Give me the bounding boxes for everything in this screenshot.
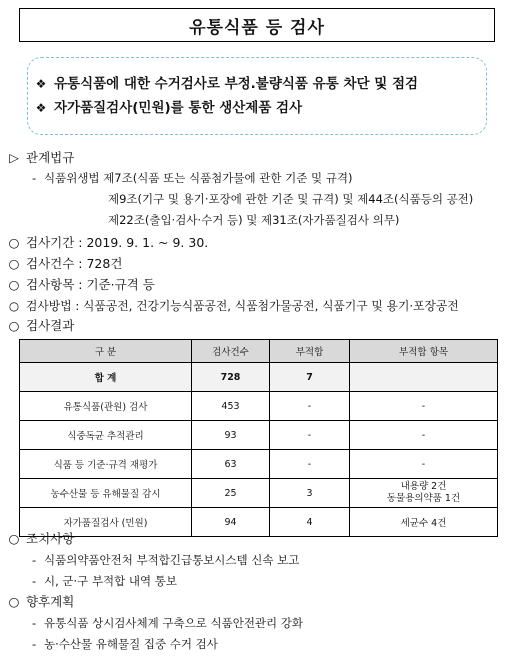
header-fail-items: 부적합 항목 (350, 340, 498, 363)
header-count: 검사건수 (192, 340, 270, 363)
cell-fail-items (350, 479, 498, 508)
cell-count: 93 (192, 421, 270, 450)
diamond-bullet-icon: ❖ (35, 77, 47, 91)
summary-line-1 (34, 72, 486, 96)
results-heading: ○ 검사결과 (8, 318, 75, 333)
legal-basis-heading: ▷ 관계법규 (9, 150, 75, 165)
table-row (20, 508, 498, 537)
circle-bullet-icon: ○ (8, 256, 20, 271)
plans-heading: ○ 향후계획 (8, 594, 75, 609)
period-line: ○ 검사기간 : 2019. 9. 1. ~ 9. 30. (8, 235, 209, 250)
fail-item-1: 내용량 2건 (400, 481, 447, 492)
measures-heading: ○ 조치사항 (8, 531, 75, 546)
legal-basis-line-3: 제22조(출입·검사·수거 등) 및 제31조(자가품질검사 의무) (108, 213, 400, 227)
summary-text-1: 유통식품에 대한 수거검사로 부정.불량식품 유통 차단 및 점검 (54, 76, 419, 92)
table-row (20, 479, 498, 508)
circle-bullet-icon: ○ (8, 531, 20, 546)
circle-bullet-icon: ○ (8, 299, 20, 313)
circle-bullet-icon: ○ (8, 594, 20, 609)
results-table (19, 339, 498, 537)
cell-fail: - (270, 450, 350, 479)
legal-basis-line-1: - 식품위생법 제7조(식품 또는 식품첨가물에 관한 기준 및 규격) (32, 171, 353, 185)
items-line: ○ 검사항목 : 기준·규격 등 (8, 277, 155, 292)
diamond-bullet-icon: ❖ (35, 101, 47, 115)
table-row (20, 363, 498, 392)
cell-count: 63 (192, 450, 270, 479)
count-line: ○ 검사건수 : 728건 (8, 256, 123, 271)
circle-bullet-icon: ○ (8, 277, 20, 292)
document-title: 유통식품 등 검사 (189, 17, 325, 38)
cell-count: 94 (192, 508, 270, 537)
circle-bullet-icon: ○ (8, 235, 20, 250)
cell-category: 합 계 (20, 363, 192, 392)
cell-category: 유통식품(관원) 검사 (20, 392, 192, 421)
table-row (20, 392, 498, 421)
cell-category: 자가품질검사 (민원) (20, 508, 192, 537)
summary-text-2: 자가품질검사(민원)를 통한 생산제품 검사 (54, 100, 303, 116)
cell-fail-items: 세균수 4건 (350, 508, 498, 537)
cell-fail: - (270, 421, 350, 450)
cell-category: 식중독균 추적관리 (20, 421, 192, 450)
circle-bullet-icon: ○ (8, 318, 20, 333)
cell-count: 453 (192, 392, 270, 421)
cell-fail: 4 (270, 508, 350, 537)
plans-line-1: - 유통식품 상시검사체계 구축으로 식품안전관리 강화 (32, 616, 304, 630)
cell-category: 농수산물 등 유해물질 감시 (20, 479, 192, 508)
method-line: ○ 검사방법 : 식품공전, 건강기능식품공전, 식품첨가물공전, 식품기구 및 용기·포장공전 (8, 299, 459, 313)
document-title-box (19, 8, 495, 42)
cell-fail-items (350, 363, 498, 392)
cell-fail-items: - (350, 392, 498, 421)
cell-fail-items: - (350, 421, 498, 450)
table-row (20, 450, 498, 479)
table-header-row (20, 340, 498, 363)
plans-line-2: - 농·수산물 유해물질 집중 수거 검사 (32, 637, 218, 651)
cell-fail: 7 (270, 363, 350, 392)
header-category: 구 분 (20, 340, 192, 363)
measures-line-2: - 시, 군·구 부적합 내역 통보 (32, 574, 178, 588)
cell-fail: 3 (270, 479, 350, 508)
cell-category: 식품 등 기준·규격 재평가 (20, 450, 192, 479)
arrow-bullet-icon: ▷ (9, 150, 19, 165)
header-fail: 부적합 (270, 340, 350, 363)
measures-line-1: - 식품의약품안전처 부적합긴급통보시스템 신속 보고 (32, 553, 300, 567)
legal-basis-line-2: 제9조(기구 및 용기·포장에 관한 기준 및 규격) 및 제44조(식품등의 공전) (108, 192, 474, 206)
summary-line-2 (34, 96, 486, 120)
table-row (20, 421, 498, 450)
cell-fail: - (270, 392, 350, 421)
cell-fail-items: - (350, 450, 498, 479)
fail-item-2: 동물용의약품 1건 (386, 493, 461, 504)
summary-box (27, 57, 487, 135)
cell-count: 728 (192, 363, 270, 392)
cell-count: 25 (192, 479, 270, 508)
